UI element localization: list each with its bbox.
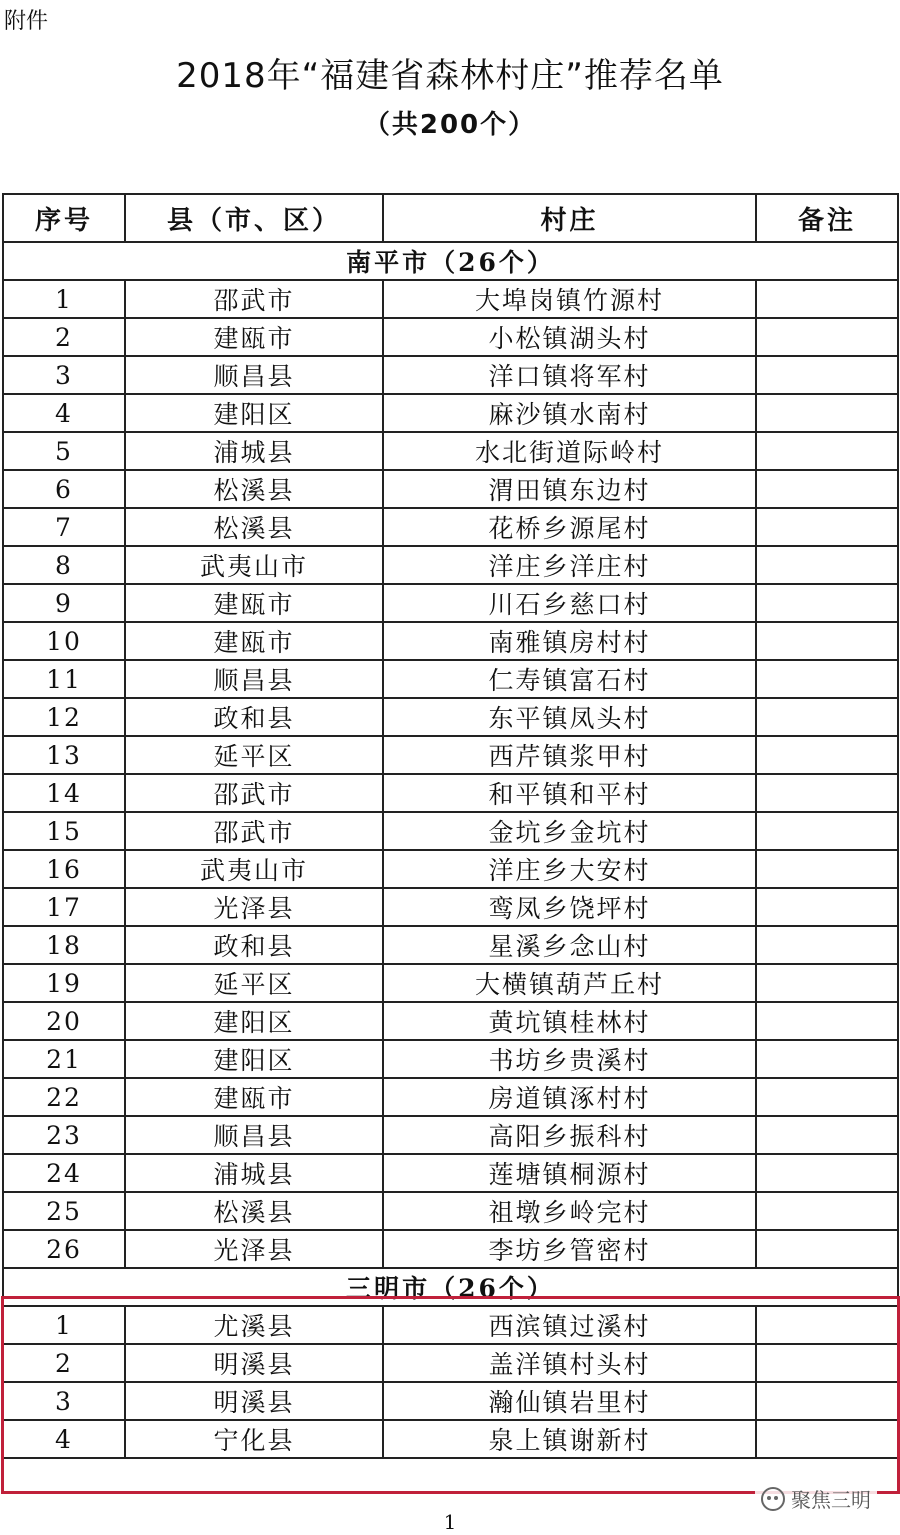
- table-row: [3, 660, 898, 698]
- header-index: 序号: [3, 194, 125, 242]
- village-list-table: [2, 193, 899, 1459]
- cell-note: [756, 1116, 898, 1154]
- cell-county: 浦城县: [125, 432, 383, 470]
- cell-note: [756, 584, 898, 622]
- cell-village: 西滨镇过溪村: [383, 1306, 756, 1344]
- cell-note: [756, 280, 898, 318]
- cell-note: [756, 698, 898, 736]
- table-row: [3, 964, 898, 1002]
- cell-index: 20: [3, 1002, 125, 1040]
- cell-village: 花桥乡源尾村: [383, 508, 756, 546]
- cell-note: [756, 1306, 898, 1344]
- page-number: 1: [443, 1510, 457, 1534]
- document-subtitle: （共200个）: [363, 110, 537, 140]
- table-row: [3, 1154, 898, 1192]
- table-row: [3, 584, 898, 622]
- table-row: [3, 280, 898, 318]
- cell-county: 建瓯市: [125, 318, 383, 356]
- cell-note: [756, 1154, 898, 1192]
- cell-note: [756, 774, 898, 812]
- cell-village: 川石乡慈口村: [383, 584, 756, 622]
- cell-village: 黄坑镇桂林村: [383, 1002, 756, 1040]
- cell-note: [756, 1002, 898, 1040]
- cell-village: 仁寿镇富石村: [383, 660, 756, 698]
- cell-note: [756, 926, 898, 964]
- cell-note: [756, 1420, 898, 1458]
- cell-village: 泉上镇谢新村: [383, 1420, 756, 1458]
- table-row: [3, 470, 898, 508]
- table-row: [3, 1420, 898, 1458]
- cell-index: 3: [3, 356, 125, 394]
- table-row: [3, 1040, 898, 1078]
- cell-county: 顺昌县: [125, 1116, 383, 1154]
- cell-county: 建瓯市: [125, 622, 383, 660]
- cell-index: 18: [3, 926, 125, 964]
- table-row: [3, 1306, 898, 1344]
- cell-index: 21: [3, 1040, 125, 1078]
- table-row: [3, 774, 898, 812]
- cell-index: 6: [3, 470, 125, 508]
- cell-note: [756, 470, 898, 508]
- header-county: 县（市、区）: [125, 194, 383, 242]
- cell-village: 星溪乡念山村: [383, 926, 756, 964]
- cell-village: 莲塘镇桐源村: [383, 1154, 756, 1192]
- cell-county: 武夷山市: [125, 850, 383, 888]
- cell-index: 7: [3, 508, 125, 546]
- cell-index: 16: [3, 850, 125, 888]
- cell-note: [756, 356, 898, 394]
- cell-village: 水北街道际岭村: [383, 432, 756, 470]
- cell-village: 洋庄乡洋庄村: [383, 546, 756, 584]
- header-note: 备注: [756, 194, 898, 242]
- table-row: [3, 1078, 898, 1116]
- cell-index: 10: [3, 622, 125, 660]
- cell-village: 李坊乡管密村: [383, 1230, 756, 1268]
- cell-village: 东平镇凤头村: [383, 698, 756, 736]
- cell-index: 19: [3, 964, 125, 1002]
- cell-index: 23: [3, 1116, 125, 1154]
- cell-index: 26: [3, 1230, 125, 1268]
- cell-index: 8: [3, 546, 125, 584]
- cell-county: 延平区: [125, 964, 383, 1002]
- cell-county: 松溪县: [125, 1192, 383, 1230]
- watermark-text: 聚焦三明: [791, 1488, 871, 1512]
- table-row: [3, 850, 898, 888]
- cell-village: 麻沙镇水南村: [383, 394, 756, 432]
- table-row: [3, 508, 898, 546]
- cell-village: 和平镇和平村: [383, 774, 756, 812]
- cell-index: 25: [3, 1192, 125, 1230]
- cell-county: 松溪县: [125, 508, 383, 546]
- table-row: [3, 926, 898, 964]
- cell-index: 17: [3, 888, 125, 926]
- cell-note: [756, 1382, 898, 1420]
- table-row: [3, 622, 898, 660]
- cell-village: 大埠岗镇竹源村: [383, 280, 756, 318]
- document-title: 2018年“福建省森林村庄”推荐名单: [176, 56, 724, 96]
- cell-county: 邵武市: [125, 280, 383, 318]
- cell-index: 4: [3, 394, 125, 432]
- table-body: [3, 194, 898, 1458]
- cell-note: [756, 432, 898, 470]
- group-header-row: [3, 1268, 898, 1306]
- group-header-row: [3, 242, 898, 280]
- header-village: 村庄: [383, 194, 756, 242]
- cell-county: 建阳区: [125, 1002, 383, 1040]
- table-row: [3, 432, 898, 470]
- table-row: [3, 394, 898, 432]
- group-title: 三明市（26个）: [3, 1268, 898, 1306]
- table-row: [3, 1116, 898, 1154]
- cell-village: 渭田镇东边村: [383, 470, 756, 508]
- cell-village: 金坑乡金坑村: [383, 812, 756, 850]
- cell-county: 顺昌县: [125, 660, 383, 698]
- cell-county: 建瓯市: [125, 1078, 383, 1116]
- cell-village: 南雅镇房村村: [383, 622, 756, 660]
- cell-note: [756, 660, 898, 698]
- table-row: [3, 1230, 898, 1268]
- table-row: [3, 1192, 898, 1230]
- cell-village: 小松镇湖头村: [383, 318, 756, 356]
- cell-note: [756, 1344, 898, 1382]
- table-row: [3, 888, 898, 926]
- cell-index: 11: [3, 660, 125, 698]
- cell-village: 西芹镇浆甲村: [383, 736, 756, 774]
- table-row: [3, 698, 898, 736]
- cell-village: 高阳乡振科村: [383, 1116, 756, 1154]
- cell-county: 邵武市: [125, 774, 383, 812]
- cell-note: [756, 1192, 898, 1230]
- cell-note: [756, 318, 898, 356]
- cell-county: 武夷山市: [125, 546, 383, 584]
- table-header-row: [3, 194, 898, 242]
- cell-index: 22: [3, 1078, 125, 1116]
- cell-county: 顺昌县: [125, 356, 383, 394]
- cell-note: [756, 964, 898, 1002]
- group-title: 南平市（26个）: [3, 242, 898, 280]
- cell-note: [756, 850, 898, 888]
- cell-index: 3: [3, 1382, 125, 1420]
- cell-county: 建阳区: [125, 394, 383, 432]
- cell-index: 9: [3, 584, 125, 622]
- cell-note: [756, 888, 898, 926]
- cell-index: 14: [3, 774, 125, 812]
- cell-village: 书坊乡贵溪村: [383, 1040, 756, 1078]
- cell-index: 2: [3, 318, 125, 356]
- table-row: [3, 1344, 898, 1382]
- chat-icon: [761, 1487, 785, 1511]
- table-row: [3, 736, 898, 774]
- cell-county: 松溪县: [125, 470, 383, 508]
- cell-village: 盖洋镇村头村: [383, 1344, 756, 1382]
- table-row: [3, 1382, 898, 1420]
- cell-county: 明溪县: [125, 1382, 383, 1420]
- cell-index: 5: [3, 432, 125, 470]
- table-row: [3, 1002, 898, 1040]
- cell-note: [756, 622, 898, 660]
- cell-village: 房道镇涿村村: [383, 1078, 756, 1116]
- cell-note: [756, 546, 898, 584]
- cell-index: 1: [3, 1306, 125, 1344]
- cell-county: 政和县: [125, 926, 383, 964]
- cell-index: 12: [3, 698, 125, 736]
- cell-index: 13: [3, 736, 125, 774]
- cell-village: 祖墩乡岭完村: [383, 1192, 756, 1230]
- cell-county: 政和县: [125, 698, 383, 736]
- cell-county: 光泽县: [125, 1230, 383, 1268]
- cell-county: 浦城县: [125, 1154, 383, 1192]
- cell-note: [756, 394, 898, 432]
- cell-county: 建瓯市: [125, 584, 383, 622]
- cell-village: 大横镇葫芦丘村: [383, 964, 756, 1002]
- cell-county: 建阳区: [125, 1040, 383, 1078]
- cell-index: 2: [3, 1344, 125, 1382]
- cell-county: 宁化县: [125, 1420, 383, 1458]
- cell-county: 明溪县: [125, 1344, 383, 1382]
- table-row: [3, 318, 898, 356]
- table-row: [3, 812, 898, 850]
- cell-county: 邵武市: [125, 812, 383, 850]
- cell-note: [756, 1040, 898, 1078]
- table-row: [3, 546, 898, 584]
- cell-index: 4: [3, 1420, 125, 1458]
- table-row: [3, 356, 898, 394]
- attachment-label: 附件: [4, 9, 49, 34]
- cell-note: [756, 1230, 898, 1268]
- cell-county: 延平区: [125, 736, 383, 774]
- cell-index: 15: [3, 812, 125, 850]
- cell-county: 尤溪县: [125, 1306, 383, 1344]
- cell-village: 鸾凤乡饶坪村: [383, 888, 756, 926]
- cell-index: 1: [3, 280, 125, 318]
- cell-index: 24: [3, 1154, 125, 1192]
- cell-county: 光泽县: [125, 888, 383, 926]
- cell-note: [756, 812, 898, 850]
- cell-village: 洋口镇将军村: [383, 356, 756, 394]
- cell-note: [756, 508, 898, 546]
- cell-note: [756, 1078, 898, 1116]
- cell-note: [756, 736, 898, 774]
- cell-village: 洋庄乡大安村: [383, 850, 756, 888]
- cell-village: 瀚仙镇岩里村: [383, 1382, 756, 1420]
